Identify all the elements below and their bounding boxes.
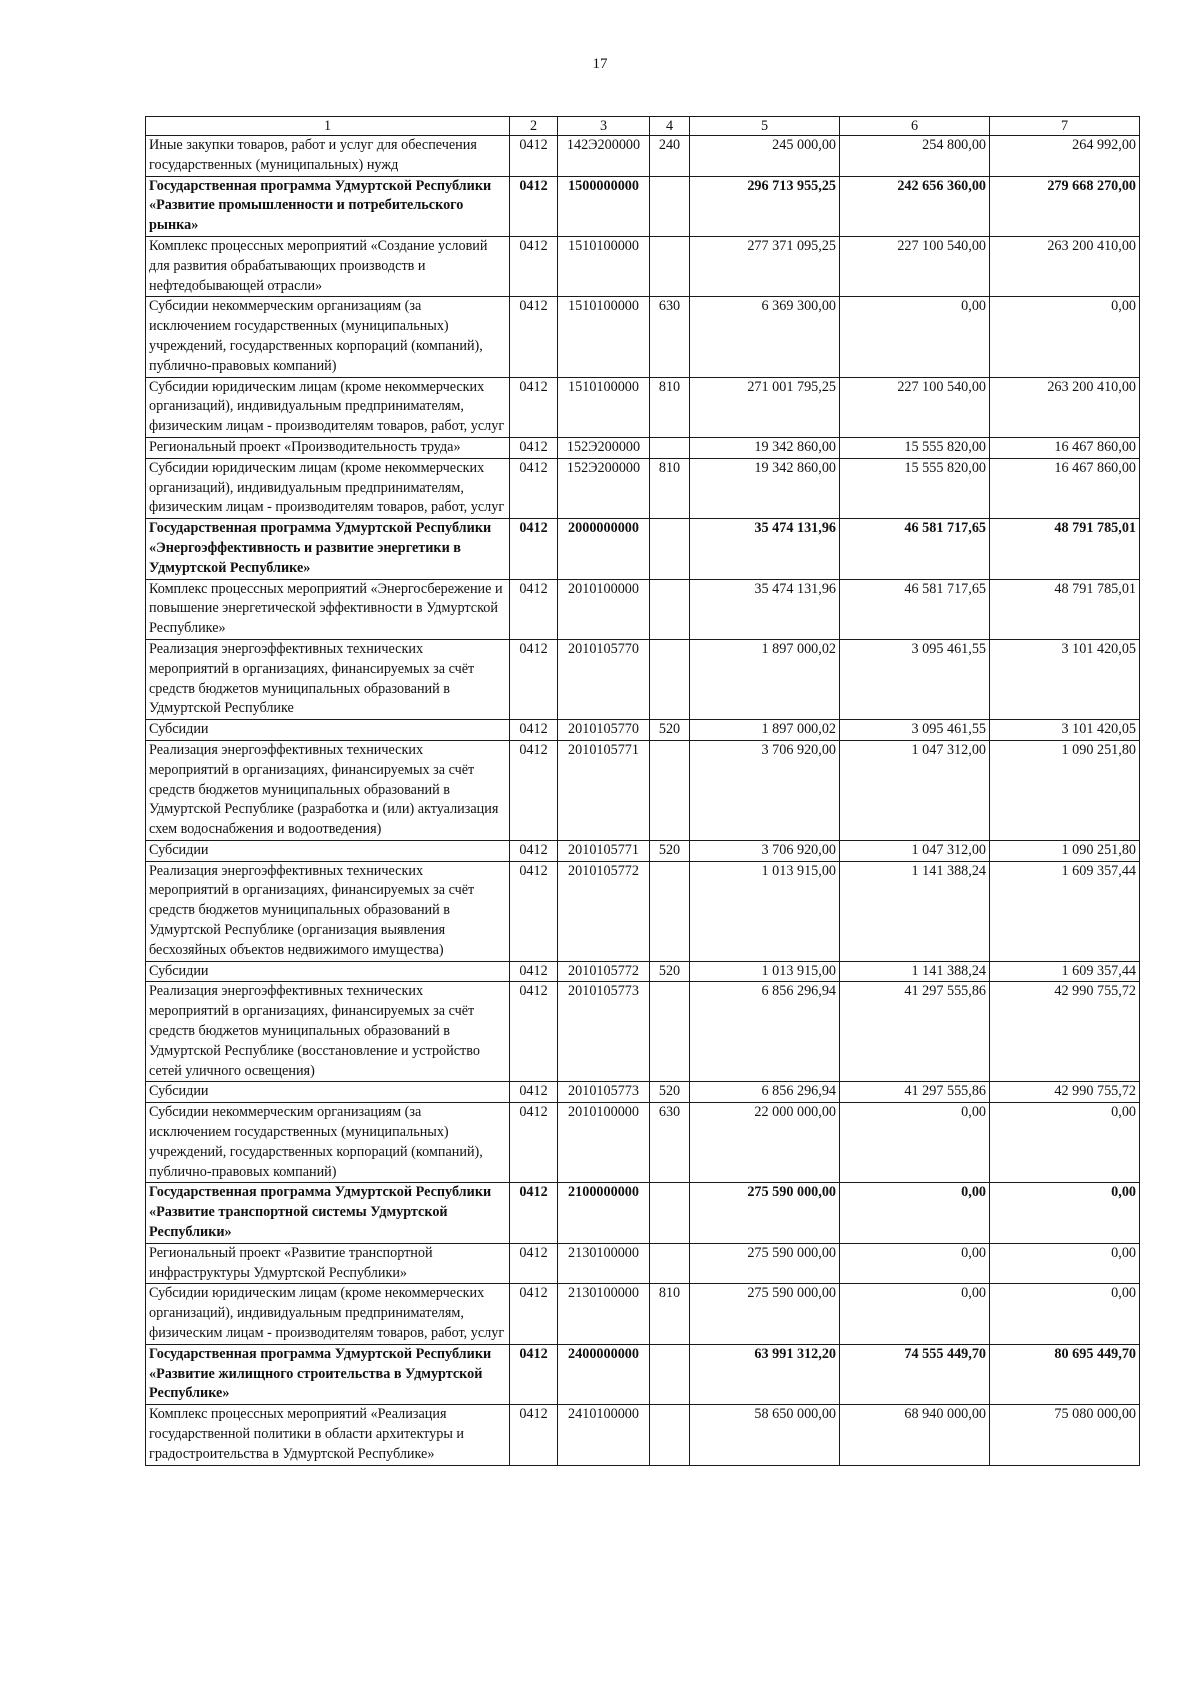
amount-col5: 275 590 000,00 xyxy=(690,1243,840,1284)
expense-type-code: 810 xyxy=(650,458,690,518)
target-article-code: 2010105771 xyxy=(558,740,650,840)
amount-col7: 0,00 xyxy=(990,1183,1140,1243)
row-name: Комплекс процессных мероприятий «Энергосбережение и повышение энергетической эффективности в Удмуртской Республике» xyxy=(146,579,510,639)
amount-col5: 19 342 860,00 xyxy=(690,458,840,518)
row-name: Субсидии юридическим лицам (кроме некоммерческих организаций), индивидуальным предпринимателям, физическим лицам - производителям товаров, работ, услуг xyxy=(146,1284,510,1344)
amount-col6: 46 581 717,65 xyxy=(840,519,990,579)
expense-type-code: 520 xyxy=(650,1082,690,1103)
amount-col7: 3 101 420,05 xyxy=(990,639,1140,719)
section-code: 0412 xyxy=(510,1183,558,1243)
amount-col7: 0,00 xyxy=(990,1103,1140,1183)
table-row xyxy=(146,297,1140,377)
amount-col7: 264 992,00 xyxy=(990,136,1140,177)
amount-col6: 0,00 xyxy=(840,1243,990,1284)
row-name: Иные закупки товаров, работ и услуг для обеспечения государственных (муниципальных) нужд xyxy=(146,136,510,177)
target-article-code: 2010105773 xyxy=(558,982,650,1082)
amount-col5: 275 590 000,00 xyxy=(690,1284,840,1344)
amount-col5: 58 650 000,00 xyxy=(690,1405,840,1465)
amount-col6: 41 297 555,86 xyxy=(840,1082,990,1103)
expense-type-code xyxy=(650,236,690,296)
column-header: 5 xyxy=(690,117,840,136)
amount-col7: 48 791 785,01 xyxy=(990,579,1140,639)
table-row xyxy=(146,1082,1140,1103)
amount-col5: 35 474 131,96 xyxy=(690,519,840,579)
section-code: 0412 xyxy=(510,1082,558,1103)
target-article-code: 1510100000 xyxy=(558,297,650,377)
table-row xyxy=(146,1243,1140,1284)
amount-col6: 227 100 540,00 xyxy=(840,236,990,296)
table-row xyxy=(146,458,1140,518)
amount-col6: 0,00 xyxy=(840,297,990,377)
amount-col7: 263 200 410,00 xyxy=(990,377,1140,437)
expense-type-code xyxy=(650,176,690,236)
table-body xyxy=(146,136,1140,1466)
expense-type-code xyxy=(650,639,690,719)
row-name: Субсидии xyxy=(146,961,510,982)
section-code: 0412 xyxy=(510,136,558,177)
column-header: 3 xyxy=(558,117,650,136)
row-name: Региональный проект «Производительность труда» xyxy=(146,437,510,458)
table-row xyxy=(146,1405,1140,1465)
column-header: 2 xyxy=(510,117,558,136)
amount-col6: 68 940 000,00 xyxy=(840,1405,990,1465)
amount-col7: 279 668 270,00 xyxy=(990,176,1140,236)
table-row xyxy=(146,740,1140,840)
section-code: 0412 xyxy=(510,720,558,741)
section-code: 0412 xyxy=(510,1405,558,1465)
table-row xyxy=(146,982,1140,1082)
table-row xyxy=(146,1183,1140,1243)
expense-type-code xyxy=(650,579,690,639)
target-article-code: 2010105772 xyxy=(558,861,650,961)
amount-col6: 1 047 312,00 xyxy=(840,840,990,861)
table-row xyxy=(146,1284,1140,1344)
column-header: 6 xyxy=(840,117,990,136)
row-name: Субсидии некоммерческим организациям (за исключением государственных (муниципальных) учреждений, государственных корпораций (компаний), публично-правовых компаний) xyxy=(146,297,510,377)
expense-type-code xyxy=(650,519,690,579)
table-row xyxy=(146,1344,1140,1404)
target-article-code: 2010105770 xyxy=(558,720,650,741)
row-name: Региональный проект «Развитие транспортной инфраструктуры Удмуртской Республики» xyxy=(146,1243,510,1284)
amount-col5: 6 856 296,94 xyxy=(690,982,840,1082)
amount-col5: 6 369 300,00 xyxy=(690,297,840,377)
target-article-code: 142Э200000 xyxy=(558,136,650,177)
amount-col5: 277 371 095,25 xyxy=(690,236,840,296)
target-article-code: 2130100000 xyxy=(558,1284,650,1344)
table-row xyxy=(146,639,1140,719)
amount-col5: 1 897 000,02 xyxy=(690,720,840,741)
table-row xyxy=(146,579,1140,639)
amount-col5: 296 713 955,25 xyxy=(690,176,840,236)
row-name: Субсидии xyxy=(146,840,510,861)
amount-col7: 42 990 755,72 xyxy=(990,982,1140,1082)
section-code: 0412 xyxy=(510,740,558,840)
target-article-code: 2010105771 xyxy=(558,840,650,861)
amount-col6: 254 800,00 xyxy=(840,136,990,177)
amount-col7: 3 101 420,05 xyxy=(990,720,1140,741)
expense-type-code: 630 xyxy=(650,297,690,377)
target-article-code: 1510100000 xyxy=(558,236,650,296)
target-article-code: 2010100000 xyxy=(558,1103,650,1183)
column-header: 4 xyxy=(650,117,690,136)
target-article-code: 2400000000 xyxy=(558,1344,650,1404)
amount-col5: 1 013 915,00 xyxy=(690,961,840,982)
column-header: 1 xyxy=(146,117,510,136)
target-article-code: 152Э200000 xyxy=(558,437,650,458)
amount-col6: 227 100 540,00 xyxy=(840,377,990,437)
column-number-row xyxy=(146,117,1140,136)
section-code: 0412 xyxy=(510,639,558,719)
table-row xyxy=(146,377,1140,437)
expense-type-code xyxy=(650,982,690,1082)
target-article-code: 2000000000 xyxy=(558,519,650,579)
section-code: 0412 xyxy=(510,982,558,1082)
expense-type-code: 520 xyxy=(650,961,690,982)
section-code: 0412 xyxy=(510,861,558,961)
section-code: 0412 xyxy=(510,1243,558,1284)
amount-col6: 15 555 820,00 xyxy=(840,437,990,458)
amount-col6: 1 141 388,24 xyxy=(840,861,990,961)
table-row xyxy=(146,1103,1140,1183)
expense-type-code: 520 xyxy=(650,720,690,741)
amount-col7: 1 090 251,80 xyxy=(990,740,1140,840)
amount-col5: 3 706 920,00 xyxy=(690,740,840,840)
amount-col5: 35 474 131,96 xyxy=(690,579,840,639)
amount-col7: 0,00 xyxy=(990,1243,1140,1284)
target-article-code: 2010105770 xyxy=(558,639,650,719)
row-name: Государственная программа Удмуртской Республики «Развитие жилищного строительства в Удмуртской Республике» xyxy=(146,1344,510,1404)
section-code: 0412 xyxy=(510,297,558,377)
expense-type-code xyxy=(650,740,690,840)
table-row xyxy=(146,961,1140,982)
table-row xyxy=(146,136,1140,177)
row-name: Субсидии юридическим лицам (кроме некоммерческих организаций), индивидуальным предпринимателям, физическим лицам - производителям товаров, работ, услуг xyxy=(146,458,510,518)
amount-col6: 74 555 449,70 xyxy=(840,1344,990,1404)
row-name: Комплекс процессных мероприятий «Реализация государственной политики в области архитектуры и градостроительства в Удмуртской Республике» xyxy=(146,1405,510,1465)
table-row xyxy=(146,437,1140,458)
section-code: 0412 xyxy=(510,519,558,579)
amount-col7: 1 090 251,80 xyxy=(990,840,1140,861)
expense-type-code xyxy=(650,437,690,458)
table-row xyxy=(146,176,1140,236)
row-name: Реализация энергоэффективных технических мероприятий в организациях, финансируемых за счёт средств бюджетов муниципальных образований в Удмуртской Республике (восстановление и устройство сетей уличного освещения) xyxy=(146,982,510,1082)
amount-col6: 41 297 555,86 xyxy=(840,982,990,1082)
row-name: Государственная программа Удмуртской Республики «Развитие промышленности и потребительского рынка» xyxy=(146,176,510,236)
expense-type-code xyxy=(650,1344,690,1404)
amount-col5: 3 706 920,00 xyxy=(690,840,840,861)
expense-type-code xyxy=(650,1405,690,1465)
amount-col7: 1 609 357,44 xyxy=(990,961,1140,982)
target-article-code: 2100000000 xyxy=(558,1183,650,1243)
amount-col6: 46 581 717,65 xyxy=(840,579,990,639)
target-article-code: 1500000000 xyxy=(558,176,650,236)
expense-type-code xyxy=(650,1243,690,1284)
amount-col6: 1 141 388,24 xyxy=(840,961,990,982)
amount-col6: 0,00 xyxy=(840,1103,990,1183)
amount-col7: 0,00 xyxy=(990,297,1140,377)
budget-table xyxy=(145,116,1140,1466)
row-name: Субсидии некоммерческим организациям (за исключением государственных (муниципальных) учреждений, государственных корпораций (компаний), публично-правовых компаний) xyxy=(146,1103,510,1183)
target-article-code: 2010100000 xyxy=(558,579,650,639)
row-name: Реализация энергоэффективных технических мероприятий в организациях, финансируемых за счёт средств бюджетов муниципальных образований в Удмуртской Республике (разработка и (или) актуализация схем водоснабжения и водоотведения) xyxy=(146,740,510,840)
row-name: Реализация энергоэффективных технических мероприятий в организациях, финансируемых за счёт средств бюджетов муниципальных образований в Удмуртской Республике (организация выявления бесхозяйных объектов недвижимого имущества) xyxy=(146,861,510,961)
amount-col7: 80 695 449,70 xyxy=(990,1344,1140,1404)
table-row xyxy=(146,720,1140,741)
amount-col6: 15 555 820,00 xyxy=(840,458,990,518)
row-name: Реализация энергоэффективных технических мероприятий в организациях, финансируемых за счёт средств бюджетов муниципальных образований в Удмуртской Республике xyxy=(146,639,510,719)
amount-col6: 3 095 461,55 xyxy=(840,639,990,719)
amount-col7: 1 609 357,44 xyxy=(990,861,1140,961)
amount-col7: 263 200 410,00 xyxy=(990,236,1140,296)
amount-col7: 75 080 000,00 xyxy=(990,1405,1140,1465)
section-code: 0412 xyxy=(510,1344,558,1404)
section-code: 0412 xyxy=(510,437,558,458)
amount-col5: 245 000,00 xyxy=(690,136,840,177)
amount-col6: 0,00 xyxy=(840,1183,990,1243)
column-header: 7 xyxy=(990,117,1140,136)
amount-col5: 1 013 915,00 xyxy=(690,861,840,961)
target-article-code: 2130100000 xyxy=(558,1243,650,1284)
section-code: 0412 xyxy=(510,377,558,437)
amount-col6: 242 656 360,00 xyxy=(840,176,990,236)
expense-type-code xyxy=(650,1183,690,1243)
row-name: Комплекс процессных мероприятий «Создание условий для развития обрабатывающих производств и нефтедобывающей отрасли» xyxy=(146,236,510,296)
row-name: Субсидии юридическим лицам (кроме некоммерческих организаций), индивидуальным предпринимателям, физическим лицам - производителям товаров, работ, услуг xyxy=(146,377,510,437)
amount-col5: 22 000 000,00 xyxy=(690,1103,840,1183)
target-article-code: 2010105772 xyxy=(558,961,650,982)
expense-type-code: 240 xyxy=(650,136,690,177)
section-code: 0412 xyxy=(510,1284,558,1344)
amount-col5: 19 342 860,00 xyxy=(690,437,840,458)
table-row xyxy=(146,840,1140,861)
section-code: 0412 xyxy=(510,176,558,236)
amount-col5: 63 991 312,20 xyxy=(690,1344,840,1404)
section-code: 0412 xyxy=(510,840,558,861)
table-row xyxy=(146,861,1140,961)
amount-col5: 6 856 296,94 xyxy=(690,1082,840,1103)
amount-col7: 48 791 785,01 xyxy=(990,519,1140,579)
amount-col7: 42 990 755,72 xyxy=(990,1082,1140,1103)
target-article-code: 2410100000 xyxy=(558,1405,650,1465)
amount-col5: 271 001 795,25 xyxy=(690,377,840,437)
amount-col7: 16 467 860,00 xyxy=(990,458,1140,518)
amount-col7: 0,00 xyxy=(990,1284,1140,1344)
section-code: 0412 xyxy=(510,236,558,296)
target-article-code: 1510100000 xyxy=(558,377,650,437)
amount-col5: 1 897 000,02 xyxy=(690,639,840,719)
expense-type-code: 520 xyxy=(650,840,690,861)
section-code: 0412 xyxy=(510,961,558,982)
amount-col6: 0,00 xyxy=(840,1284,990,1344)
row-name: Государственная программа Удмуртской Республики «Развитие транспортной системы Удмуртской Республики» xyxy=(146,1183,510,1243)
expense-type-code: 810 xyxy=(650,1284,690,1344)
table-row xyxy=(146,519,1140,579)
page-number: 17 xyxy=(592,56,608,72)
target-article-code: 152Э200000 xyxy=(558,458,650,518)
table-row xyxy=(146,236,1140,296)
row-name: Субсидии xyxy=(146,1082,510,1103)
row-name: Государственная программа Удмуртской Республики «Энергоэффективность и развитие энергетики в Удмуртской Республике» xyxy=(146,519,510,579)
expense-type-code: 810 xyxy=(650,377,690,437)
target-article-code: 2010105773 xyxy=(558,1082,650,1103)
expense-type-code: 630 xyxy=(650,1103,690,1183)
section-code: 0412 xyxy=(510,1103,558,1183)
amount-col5: 275 590 000,00 xyxy=(690,1183,840,1243)
amount-col6: 3 095 461,55 xyxy=(840,720,990,741)
section-code: 0412 xyxy=(510,579,558,639)
amount-col7: 16 467 860,00 xyxy=(990,437,1140,458)
row-name: Субсидии xyxy=(146,720,510,741)
amount-col6: 1 047 312,00 xyxy=(840,740,990,840)
section-code: 0412 xyxy=(510,458,558,518)
expense-type-code xyxy=(650,861,690,961)
